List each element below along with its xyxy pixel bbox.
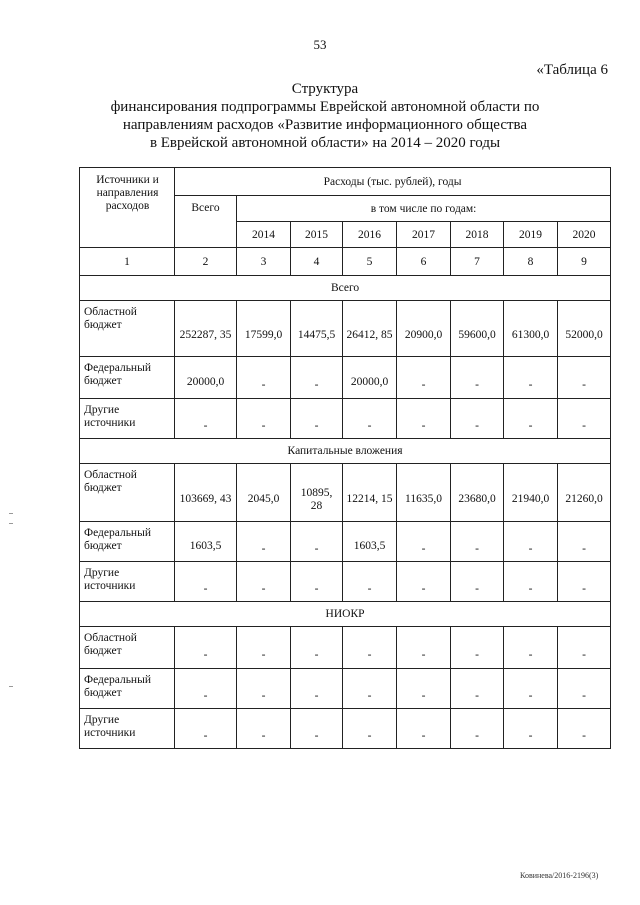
section-row: [80, 602, 611, 627]
table-cell: 59600,0: [451, 301, 504, 357]
table-cell: -: [504, 562, 558, 602]
table-cell: -: [558, 709, 611, 749]
table-cell: -: [343, 399, 397, 439]
table-cell: 11635,0: [397, 464, 451, 522]
row-label: Федеральный бюджет: [80, 357, 175, 399]
table-row: [80, 669, 611, 709]
section-row: [80, 439, 611, 464]
scan-mark: [9, 686, 13, 687]
scan-mark: [9, 513, 13, 514]
table-cell: 21260,0: [558, 464, 611, 522]
table-cell: -: [343, 562, 397, 602]
table-cell: 61300,0: [504, 301, 558, 357]
header-by-years: в том числе по годам:: [237, 196, 611, 222]
section-title: НИОКР: [80, 602, 611, 627]
table-cell: -: [175, 627, 237, 669]
table-cell: -: [237, 357, 291, 399]
table-row: [80, 399, 611, 439]
table-cell: -: [451, 669, 504, 709]
table-cell: 26412, 85: [343, 301, 397, 357]
page-number: 53: [313, 37, 327, 52]
table-cell: -: [504, 627, 558, 669]
table-cell: -: [558, 562, 611, 602]
header-column-number: 7: [451, 248, 504, 276]
header-year: 2017: [397, 222, 451, 248]
table-cell: 23680,0: [451, 464, 504, 522]
table-cell: -: [291, 357, 343, 399]
table-cell: -: [558, 522, 611, 562]
table-label: «Таблица 6: [536, 62, 608, 78]
row-label: Федеральный бюджет: [80, 522, 175, 562]
header-year: 2019: [504, 222, 558, 248]
table-cell: -: [291, 627, 343, 669]
table-cell: -: [343, 709, 397, 749]
table-cell: -: [451, 562, 504, 602]
table-cell: 17599,0: [237, 301, 291, 357]
table-cell: -: [397, 399, 451, 439]
header-year: 2018: [451, 222, 504, 248]
table-cell: 20000,0: [343, 357, 397, 399]
row-label: Другие источники: [80, 562, 175, 602]
table-cell: -: [175, 709, 237, 749]
table-cell: 252287, 35: [175, 301, 237, 357]
table-cell: -: [558, 399, 611, 439]
table-row: [80, 562, 611, 602]
header-column-number: 6: [397, 248, 451, 276]
table-cell: 1603,5: [343, 522, 397, 562]
table-cell: 12214, 15: [343, 464, 397, 522]
scan-mark: [9, 523, 13, 524]
title-line: в Еврейской автономной области» на 2014 – 2020 годы: [149, 135, 501, 151]
table-cell: -: [397, 709, 451, 749]
row-label: Другие источники: [80, 399, 175, 439]
table-row: [80, 301, 611, 357]
header-column-number: 5: [343, 248, 397, 276]
table-row: [80, 709, 611, 749]
header-column-number: 2: [175, 248, 237, 276]
table-cell: -: [237, 627, 291, 669]
table-cell: -: [291, 709, 343, 749]
table-cell: -: [237, 522, 291, 562]
table-cell: -: [291, 522, 343, 562]
table-cell: -: [237, 399, 291, 439]
financing-table: [79, 167, 611, 749]
table-cell: -: [397, 357, 451, 399]
title-line: Структура: [291, 81, 359, 97]
header-year: 2015: [291, 222, 343, 248]
row-label: Другие источники: [80, 709, 175, 749]
table-cell: -: [291, 399, 343, 439]
table-cell: -: [175, 562, 237, 602]
table-cell: -: [237, 562, 291, 602]
table-cell: -: [397, 627, 451, 669]
table-cell: -: [291, 562, 343, 602]
header-year: 2016: [343, 222, 397, 248]
table-cell: -: [343, 627, 397, 669]
footer-note: Ковинева/2016-2196(3): [520, 871, 599, 880]
table-cell: 1603,5: [175, 522, 237, 562]
table-cell: -: [175, 669, 237, 709]
table-cell: -: [343, 669, 397, 709]
table-cell: -: [558, 627, 611, 669]
table-cell: -: [504, 522, 558, 562]
table-cell: -: [237, 709, 291, 749]
table-cell: 20900,0: [397, 301, 451, 357]
header-expenses: Расходы (тыс. рублей), годы: [175, 168, 611, 196]
table-cell: -: [451, 357, 504, 399]
table-cell: -: [397, 562, 451, 602]
table-cell: -: [504, 709, 558, 749]
table-row: [80, 357, 611, 399]
header-source: Источники и направления расходов: [80, 168, 175, 248]
table-cell: -: [175, 399, 237, 439]
title-line: направлениям расходов «Развитие информационного общества: [122, 117, 528, 133]
header-column-number: 4: [291, 248, 343, 276]
table-row: [80, 522, 611, 562]
table-cell: -: [504, 399, 558, 439]
table-cell: 21940,0: [504, 464, 558, 522]
table-cell: -: [397, 669, 451, 709]
row-label: Областной бюджет: [80, 627, 175, 669]
section-title: Всего: [80, 276, 611, 301]
table-cell: 20000,0: [175, 357, 237, 399]
table-cell: -: [397, 522, 451, 562]
header-column-number: 9: [558, 248, 611, 276]
table-cell: -: [291, 669, 343, 709]
table-cell: -: [451, 709, 504, 749]
table-cell: -: [558, 357, 611, 399]
header-year: 2020: [558, 222, 611, 248]
document-title: [100, 80, 550, 152]
table-cell: -: [558, 669, 611, 709]
table-cell: -: [451, 627, 504, 669]
table-cell: -: [451, 522, 504, 562]
section-title: Капитальные вложения: [80, 439, 611, 464]
header-year: 2014: [237, 222, 291, 248]
table-cell: -: [504, 357, 558, 399]
header-column-number: 1: [80, 248, 175, 276]
row-label: Областной бюджет: [80, 464, 175, 522]
table-row: [80, 464, 611, 522]
table-cell: 52000,0: [558, 301, 611, 357]
title-line: финансирования подпрограммы Еврейской автономной области по: [110, 99, 540, 115]
section-row: [80, 276, 611, 301]
header-total: Всего: [175, 196, 237, 248]
table-cell: -: [504, 669, 558, 709]
header-column-number: 8: [504, 248, 558, 276]
table-cell: 14475,5: [291, 301, 343, 357]
table-cell: -: [237, 669, 291, 709]
table-row: [80, 627, 611, 669]
table-cell: 10895, 28: [291, 464, 343, 522]
row-label: Федеральный бюджет: [80, 669, 175, 709]
header-column-number: 3: [237, 248, 291, 276]
table-cell: -: [451, 399, 504, 439]
row-label: Областной бюджет: [80, 301, 175, 357]
table-cell: 103669, 43: [175, 464, 237, 522]
table-cell: 2045,0: [237, 464, 291, 522]
